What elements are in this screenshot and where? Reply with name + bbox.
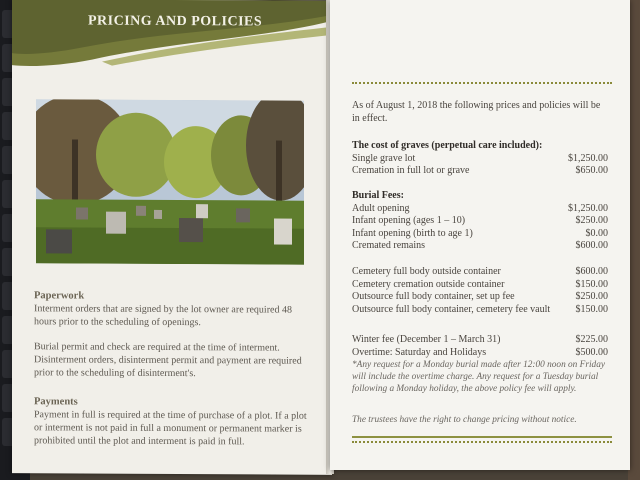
paperwork-paragraph-2: Burial permit and check are required at the time of interment. Disinterment orders, disinterment permit and payment are required prior to the scheduling of disinterment's. xyxy=(34,341,302,380)
top-dotted-rule xyxy=(352,82,612,84)
burial-section xyxy=(352,190,608,253)
paperwork-heading: Paperwork xyxy=(34,290,85,302)
price-row xyxy=(352,279,608,292)
intro-text: As of August 1, 2018 the following prices and policies will be in effect. xyxy=(352,100,601,124)
price-row xyxy=(352,266,608,279)
page-title: PRICING AND POLICIES xyxy=(88,13,263,30)
price-value: $0.00 xyxy=(585,227,608,239)
payments-heading: Payments xyxy=(34,396,78,408)
disclaimer-text: The trustees have the right to change pricing without notice. xyxy=(352,415,577,425)
price-label: Infant opening (birth to age 1) xyxy=(352,227,473,239)
price-value: $600.00 xyxy=(575,266,608,277)
price-label: Adult opening xyxy=(352,202,410,214)
price-value: $250.00 xyxy=(575,215,608,226)
header-banner xyxy=(12,0,332,71)
price-value: $225.00 xyxy=(575,334,608,345)
price-label: Cemetery cremation outside container xyxy=(352,278,505,290)
price-label: Overtime: Saturday and Holidays xyxy=(352,346,487,358)
graves-section xyxy=(352,140,608,178)
paperwork-paragraph-1: Interment orders that are signed by the lot owner are required 48 hours prior to the scheduling of openings. xyxy=(34,303,292,329)
price-label: Winter fee (December 1 – March 31) xyxy=(352,334,501,345)
price-value: $150.00 xyxy=(575,303,608,315)
payments-paragraph: Payment in full is required at the time of purchase of a plot. If a plot or interment is not paid in full a monument or permanent marker is prohibited until the plot and interment is paid in full. xyxy=(34,409,307,448)
price-row xyxy=(352,240,608,253)
price-value: $600.00 xyxy=(575,240,608,251)
cemetery-photo xyxy=(36,99,304,264)
price-row xyxy=(352,228,608,241)
price-value: $1,250.00 xyxy=(568,202,608,214)
price-value: $500.00 xyxy=(575,346,608,358)
price-value: $150.00 xyxy=(575,278,608,290)
bottom-dotted-rule xyxy=(352,441,612,443)
bottom-rule xyxy=(352,436,612,438)
price-row xyxy=(352,334,608,347)
price-row xyxy=(352,291,608,304)
price-label: Single grave lot xyxy=(352,152,416,164)
price-row xyxy=(352,304,608,317)
price-label: Cremated remains xyxy=(352,240,426,251)
price-row xyxy=(352,153,608,166)
fees-section xyxy=(352,334,608,395)
price-value: $1,250.00 xyxy=(568,152,608,164)
price-row xyxy=(352,203,608,216)
price-label: Cemetery full body outside container xyxy=(352,266,501,277)
containers-section xyxy=(352,266,608,316)
price-label: Outsource full body container, cemetery fee vault xyxy=(352,303,551,315)
paperwork-section xyxy=(34,289,316,380)
price-value: $250.00 xyxy=(575,291,608,302)
price-value: $650.00 xyxy=(575,165,608,176)
price-row xyxy=(352,347,608,360)
price-label: Infant opening (ages 1 – 10) xyxy=(352,215,466,226)
price-label: Outsource full body container, set up fee xyxy=(352,291,515,302)
brochure-left-page xyxy=(12,0,332,475)
price-row xyxy=(352,165,608,178)
brochure-right-page xyxy=(330,0,630,470)
burial-heading: Burial Fees: xyxy=(352,190,404,201)
payments-section xyxy=(34,395,316,448)
graves-heading: The cost of graves (perpetual care included): xyxy=(352,140,543,151)
price-label: Cremation in full lot or grave xyxy=(352,165,470,176)
overtime-note: *Any request for a Monday burial made after 12:00 noon on Friday will include the overtime charge. Any request for a Tuesday burial following a Monday holiday, the above policy fee will apply. xyxy=(352,360,605,394)
price-row xyxy=(352,215,608,228)
